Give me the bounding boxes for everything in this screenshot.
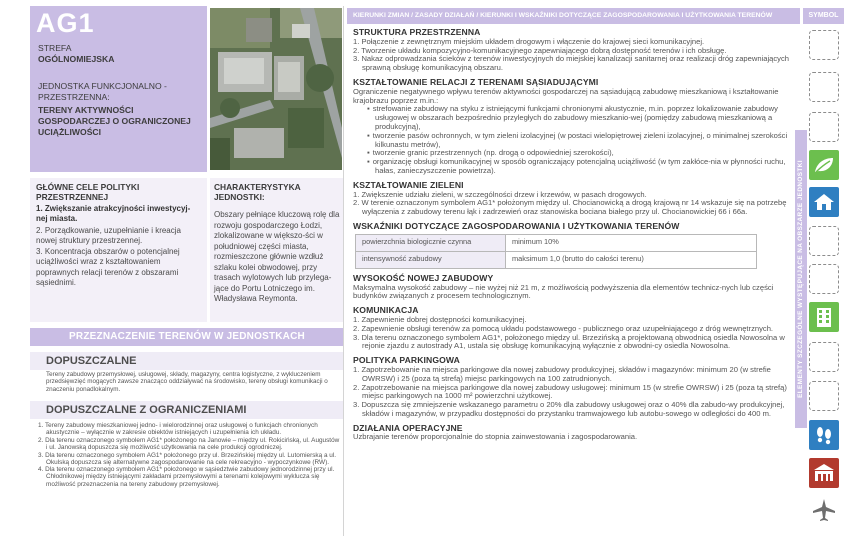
- symbol-slot-empty: [809, 381, 839, 411]
- restricted-item: 2. Dla terenu oznaczonego symbolem AG1* położonego na Janowie – między ul. Rokicińską, ul. Augustów i ul. Janowską dopuszcza się możliwość użytkowania na cele produkcji ogrodniczej.: [38, 436, 340, 451]
- office-building-icon: [809, 302, 839, 332]
- symbol-slot-empty: [809, 72, 839, 102]
- symbol-slot-empty: [809, 264, 839, 294]
- footprints-icon: [809, 420, 839, 450]
- symbol-header: SYMBOL: [803, 8, 844, 24]
- aerial-photo-graphic: [210, 8, 342, 170]
- land-use-title: PRZEZNACZENIE TERENÓW W JEDNOSTKACH: [30, 328, 344, 346]
- section-title-height: WYSOKOŚĆ NOWEJ ZABUDOWY: [353, 272, 494, 283]
- zone-header-box: [30, 6, 207, 172]
- characteristics-text: Obszary pełniące kluczową rolę dla rozwoju gospodarczego Łodzi, zlokalizowane w większo-ści w południowej części miasta, rozmieszczone głównie wzdłuż szlaku kolei obwodowej, przy trasach wylotowych lub przylega-jące do Portu Lotniczego im. Władysława Reymonta.: [214, 210, 340, 303]
- directions-panel: [347, 8, 800, 536]
- strefa-label: STREFA: [38, 43, 72, 53]
- indicator-value: minimum 10%: [506, 234, 757, 251]
- symbol-slot-empty: [809, 30, 839, 60]
- restricted-title: DOPUSZCZALNE Z OGRANICZENIAMI: [30, 401, 344, 419]
- section-line: 3. Dla terenu oznaczonego symbolem AG1*, położonego między ul. Brzezińską a projektowaną obwodnicą osiedla Nowosolna w rejonie zjazdu z autostrady A1, ustala się obsługę komunikacyjną wyłącznie z obwodni-cy osiedla Nowosolna.: [353, 332, 785, 351]
- section-title-parking: POLITYKA PARKINGOWA: [353, 355, 460, 366]
- section-line: Uzbrajanie terenów proporcjonalnie do stopnia zainwestowania i zagospodarowania.: [353, 432, 638, 442]
- indicator-label: powierzchnia biologicznie czynna: [356, 234, 506, 251]
- characteristics-panel: [210, 178, 344, 322]
- relations-bullets: [353, 105, 796, 175]
- special-elements-label-bar: [795, 130, 807, 428]
- special-elements-label: ELEMENTY SZCZEGÓLNE WYSTĘPUJĄCE NA OBSZARZE JEDNOSTKI: [797, 160, 804, 398]
- column-divider: [343, 6, 344, 536]
- strefa-value: OGÓLNOMIEJSKA: [38, 54, 115, 64]
- jf-value: TERENY AKTYWNOŚCI GOSPODARCZEJ O OGRANICZONEJ UCIĄŻLIWOŚCI: [38, 105, 191, 137]
- policy-goals-title: GŁÓWNE CELE POLITYKI PRZESTRZENNEJ: [36, 182, 140, 202]
- restricted-item: 4. Dla terenu oznaczonego symbolem AG1* położonego w sąsiedztwie zabudowy jednorodzinnej przy ul. Chłodnikowej między istniejącymi zakładami przemysłowymi a terenami kolejowymi wyklucza się możliwość przeznaczenia na tereny zabudowy przemysłowej.: [38, 466, 335, 488]
- zone-code: AG1: [36, 8, 95, 38]
- policy-goals-panel: [30, 178, 207, 322]
- restricted-item: 3. Dla terenu oznaczonego symbolem AG1* położonego przy ul. Brzezińskiej między ul. Lutomierską a ul. Okulską dopuszcza się alternatywne zagospodarowanie na cele rekreacyjno - wypoczynkowe (RW).: [38, 451, 337, 466]
- section-line: 2. Zapewnienie obsługi terenów za pomocą układu podstawowego - publicznego oraz uzupełniającego z dróg wewnętrznych.: [353, 323, 774, 333]
- policy-goal-item: 3. Koncentracja obszarów o potencjalnej uciążliwości wraz z kształtowaniem poprawnych relacji terenów z obszarami sąsiednimi.: [36, 247, 180, 288]
- heritage-building-icon: [809, 458, 839, 488]
- house-icon: [809, 187, 839, 217]
- permitted-text: Tereny zabudowy przemysłowej, usługowej, składy, magazyny, centra logistyczne, z wykluczeniem przedsięwzięć mogących zawsze znacząco oddziaływać na środowisko, tereny obsługi komunikacji o znaczeniu ponadlokalnym.: [46, 371, 328, 393]
- section-title-communication: KOMUNIKACJA: [353, 305, 419, 316]
- section-line: 1. Zapotrzebowanie na miejsca parkingowe dla nowej zabudowy produkcyjnej, składów i magazynów: minimum 20 (w strefie OWRSW) i 25 (poza tą strefą) miejsc parkingowych na 100 zatrudnionych.: [353, 364, 771, 383]
- policy-goal-item: 1. Zwiększanie atrakcyjności inwestycyj-nej miasta.: [36, 204, 191, 224]
- section-title-operations: DZIAŁANIA OPERACYJNE: [353, 422, 463, 433]
- indicator-value: maksimum 1,0 (brutto do całości terenu): [506, 251, 757, 268]
- symbol-slot-empty: [809, 112, 839, 142]
- directions-content: [353, 28, 796, 442]
- restricted-item: 1. Tereny zabudowy mieszkaniowej jedno- i wielorodzinnej oraz usługowej o funkcjach chronionych akustycznie – wyłącznie w zakresie obiektów istniejących i uzupełnienia ich układu.: [38, 422, 318, 437]
- section-line: 2. Tworzenie układu kompozycyjno-komunikacyjnego zapewniającego dobrą dostępność terenów i ich obsługę.: [353, 45, 727, 55]
- bullet-item: ▪ strefowanie zabudowy na styku z istniejącymi funkcjami chronionymi akustycznie, m.in. poprzez lokalizowanie zabudowy usługowej w obszarach bezpośrednio przyległych do zabudowy mieszkanio-wej (pomiędzy zabudową mieszkaniową a produkcyjną),: [353, 105, 796, 131]
- section-title-structure: STRUKTURA PRZESTRZENNA: [353, 27, 481, 37]
- section-line: 1. Zapewnienie dobrej dostępności komunikacyjnej.: [353, 314, 527, 324]
- section-title-greenery: KSZTAŁTOWANIE ZIELENI: [353, 179, 464, 190]
- restricted-list: [36, 422, 342, 488]
- indicator-label: intensywność zabudowy: [356, 251, 506, 268]
- section-title-indicators: WSKAŹNIKI DOTYCZĄCE ZAGOSPODAROWANIA I UŻYTKOWANIA TERENÓW: [353, 220, 680, 231]
- symbol-slot-empty: [809, 342, 839, 372]
- section-line: 2. W terenie oznaczonym symbolem AG1* położonym między ul. Chocianowicką a drogą krajową nr 14 wskazuje się na potrzebę wyłączenia z zabudowy terenu łąk i zadrzewień oraz stanowiska bociana białego przy ul. Chocianowickiej 66 i 66a.: [353, 198, 787, 217]
- section-line: 3. Nakaz odprowadzania ścieków z terenów inwestycyjnych do miejskiej kanalizacji sanitarnej oraz realizacji dróg zapewniających sprawną obsługę komunikacyjną obszaru.: [353, 54, 790, 73]
- indicators-table: [355, 234, 757, 269]
- bullet-item: ▪ organizację obsługi komunikacyjnej w sposób ograniczający potencjalną uciążliwość (w tym zakłóce-nia w płynności ruchu, hałas, zanieczyszczenie powietrza).: [353, 158, 796, 176]
- bullet-item: ▪ tworzenie granic przestrzennych (np. drogą o odpowiedniej szerokości),: [353, 149, 796, 158]
- section-line: 1. Połączenie z zewnętrznym miejskim układem drogowym i włączenie do krajowej sieci komunikacyjnej.: [353, 36, 705, 46]
- aerial-photo: [210, 8, 342, 170]
- zone-info-panel: [30, 6, 344, 536]
- policy-goal-item: 2. Porządkowanie, uzupełnianie i kreacja nowej struktury przestrzennej.: [36, 225, 181, 245]
- bullet-item: ▪ tworzenie pasów ochronnych, w tym zieleni izolacyjnej (w postaci wielopiętrowej zieleni izolacyjnej, o minimalnej szerokości kilkunastu metrów),: [353, 132, 796, 150]
- airplane-icon: [809, 495, 839, 525]
- section-title-relations: KSZTAŁTOWANIE RELACJI Z TERENAMI SĄSIADUJĄCYMI: [353, 76, 599, 87]
- permitted-title: DOPUSZCZALNE: [30, 352, 344, 370]
- section-line: Maksymalna wysokość zabudowy – nie wyżej niż 21 m, z możliwością podwyższenia dla elementów technicz-nych lub części budynków związanych z procesem technologicznym.: [353, 282, 774, 301]
- section-line: 2. Zapotrzebowanie na miejsca parkingowe dla nowej zabudowy usługowej: minimum 15 (w strefie OWRSW) i 25 (poza tą strefą) miejsc parkingowych na 1000 m² powierzchni użytkowej.: [353, 382, 787, 401]
- directions-header: KIERUNKI ZMIAN / ZASADY DZIAŁAŃ / KIERUNKI I WSKAŹNIKI DOTYCZĄCE ZAGOSPODAROWANIA I UŻYTKOWANIA TERENÓW: [347, 8, 800, 24]
- characteristics-title: CHARAKTERYSTYKA JEDNOSTKI:: [214, 182, 301, 202]
- section-line: 3. Dopuszcza się zmniejszenie wskazanego parametru o 20% dla zabudowy usługowej oraz o 40% dla zabudo-wy produkcyjnej, składów i magazynów, w przypadku dostępności do przystanku tramwajowego lub autobu-sowego w odległości do 400 m.: [353, 400, 785, 418]
- section-line: 1. Zwiększenie udziału zieleni, w szczególności drzew i krzewów, w pasach drogowych.: [353, 189, 647, 199]
- section-intro: Ograniczenie negatywnego wpływu terenów aktywności gospodarczej na sąsiadującą zabudowę mieszkaniową i kształtowanie krajobrazu poprzez m.in.:: [353, 86, 779, 105]
- table-row: [356, 234, 757, 251]
- leaf-icon: [809, 150, 839, 180]
- symbol-slot-empty: [809, 226, 839, 256]
- table-row: [356, 251, 757, 268]
- jf-label: JEDNOSTKA FUNKCJONALNO - PRZESTRZENNA:: [38, 81, 167, 102]
